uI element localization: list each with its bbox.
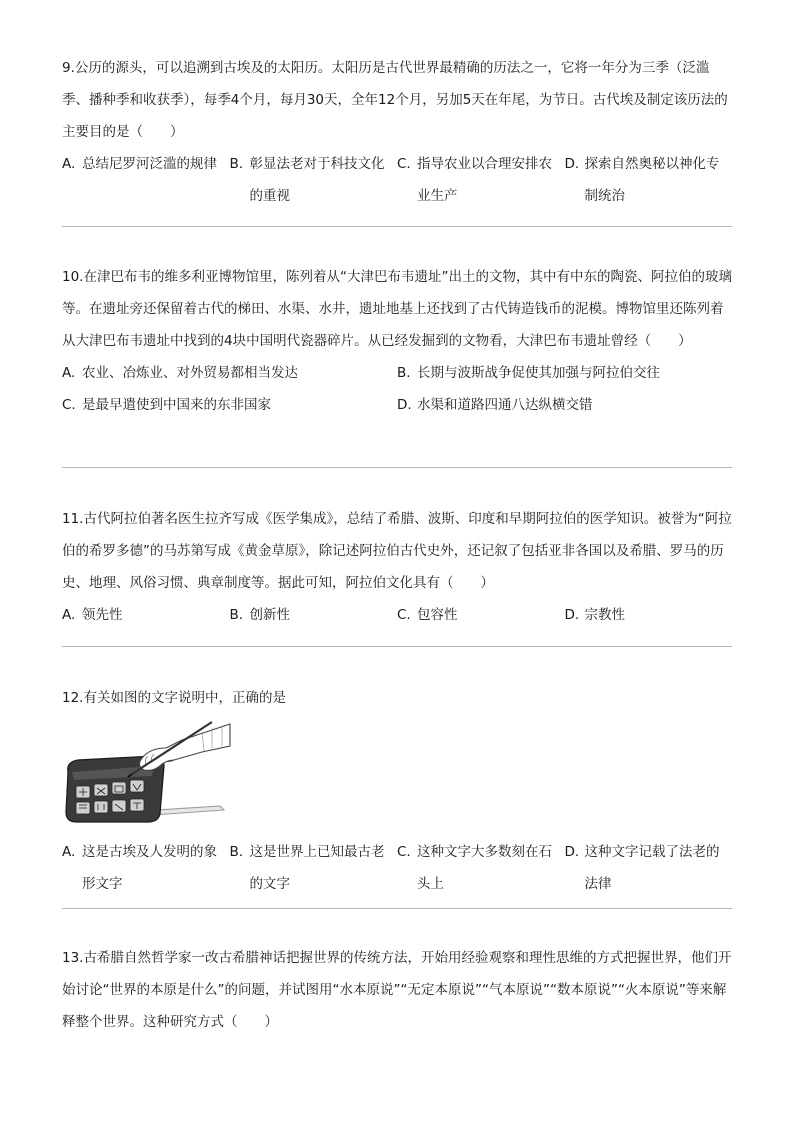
option-d[interactable]: D. 探索自然奥秘以神化专制统治 (564, 156, 720, 204)
divider (62, 646, 732, 647)
option-row (62, 836, 732, 900)
option-row (62, 357, 732, 389)
question-stem: 11.古代阿拉伯著名医生拉齐写成《医学集成》，总结了希腊、波斯、印度和早期阿拉伯的医学知识。被誉为“阿拉伯的希罗多德”的马苏第写成《黄金草原》，除记述阿拉伯古代史外，还记叙了包括亚非各国以及希腊、罗马的历史、地理、风俗习惯、典章制度等。据此可知，阿拉伯文化具有（ ） (62, 511, 732, 591)
option-b[interactable]: B. 长期与波斯战争促使其加强与阿拉伯交往 (397, 365, 660, 381)
option-c[interactable]: C. 指导农业以合理安排农业生产 (397, 156, 552, 204)
question-9 (62, 52, 732, 212)
option-c[interactable]: C. 是最早遣使到中国来的东非国家 (62, 397, 271, 413)
question-stem: 13.古希腊自然哲学家一改古希腊神话把握世界的传统方法，开始用经验观察和理性思维的方式把握世界，他们开始讨论“世界的本原是什么”的问题，并试图用“水本原说”“无定本原说”“气本原说”“数本原说”“火本原说”等来解释整个世界。这种研究方式（ ） (62, 950, 732, 1030)
option-a[interactable]: A. 这是古埃及人发明的象形文字 (62, 844, 217, 892)
option-d[interactable]: D. 宗教性 (564, 607, 625, 623)
divider (62, 467, 732, 468)
question-stem: 12.有关如图的文字说明中，正确的是 (62, 690, 286, 706)
option-d[interactable]: D. 水渠和道路四通八达纵横交错 (397, 397, 593, 413)
option-b[interactable]: B. 创新性 (229, 607, 290, 623)
divider (62, 908, 732, 909)
question-11 (62, 503, 732, 631)
option-row (62, 599, 732, 631)
option-c[interactable]: C. 这种文字大多数刻在石头上 (397, 844, 552, 892)
question-13 (62, 942, 732, 1038)
option-b[interactable]: B. 这是世界上已知最古老的文字 (229, 844, 385, 892)
option-row (62, 389, 732, 421)
option-b[interactable]: B. 彰显法老对于科技文化的重视 (229, 156, 385, 204)
option-a[interactable]: A. 农业、冶炼业、对外贸易都相当发达 (62, 365, 298, 381)
option-c[interactable]: C. 包容性 (397, 607, 458, 623)
question-stem: 9.公历的源头，可以追溯到古埃及的太阳历。太阳历是古代世界最精确的历法之一，它将一年分为三季（泛滥季、播种季和收获季），每季4个月，每月30天，全年12个月，另加5天在年尾，为节日。古代埃及制定该历法的主要目的是（ ） (62, 60, 728, 140)
divider (62, 226, 732, 227)
question-10 (62, 261, 732, 421)
option-d[interactable]: D. 这种文字记载了法老的法律 (564, 844, 720, 892)
question-12 (62, 682, 732, 900)
option-row (62, 148, 732, 212)
option-a[interactable]: A. 领先性 (62, 607, 123, 623)
option-a[interactable]: A. 总结尼罗河泛滥的规律 (62, 156, 217, 172)
clay-tablet-writing-illustration (62, 718, 232, 830)
question-stem: 10.在津巴布韦的维多利亚博物馆里，陈列着从“大津巴布韦遗址”出土的文物，其中有中东的陶瓷、阿拉伯的玻璃等。在遗址旁还保留着古代的梯田、水渠、水井，遗址地基上还找到了古代铸造钱币的泥模。博物馆里还陈列着从大津巴布韦遗址中找到的4块中国明代瓷器碎片。从已经发掘到的文物看，大津巴布韦遗址曾经（ ） (62, 269, 732, 349)
